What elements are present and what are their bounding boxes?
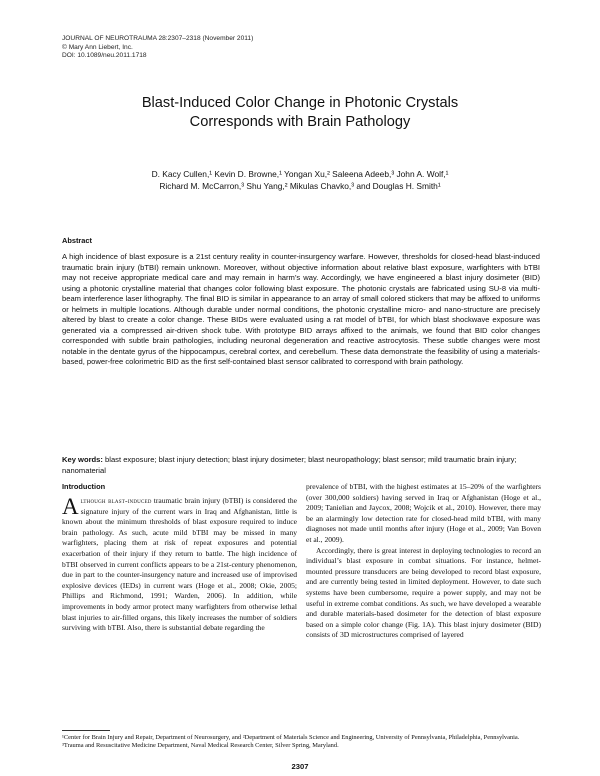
abstract-heading: Abstract [62,236,92,245]
right-paragraph-2: Accordingly, there is great interest in deploying technologies to record an individual’s blast exposure in combat situations. For instance, helmet-mounted pressure transducers are being developed to record blast exposure, and are currently being tested in limited deployment. However, to date such systems have been cumbersome, require a power supply, and may not be useful in extreme combat conditions. As such, we have developed a wearable and durable materials-based dosimeter for the detection of blast exposure based on a simple color change (Fig. 1A). This blast injury dosimeter (BID) consists of 3D microstructures comprised of layered [306,545,541,640]
introduction-heading: Introduction [62,482,106,491]
right-paragraph-1: prevalence of bTBI, with the highest estimates at 15–20% of the warfighters (over 300,000 soldiers) having served in Iraq or Afghanistan (Hoge et al., 2009; Tanielian and Jaycox, 2008; Wojcik et al., 2010). However, there may be an alarmingly low detection rate for closed-head mild bTBI, with many diagnoses not made until months after injury (Hoge et al., 2009; Van Boven et al., 2009). [306,482,541,544]
keywords [62,455,540,476]
intro-paragraph-1-text: traumatic brain injury (bTBI) is considered the signature injury of the current wars in Iraq and Afghanistan, little is known about the minimum thresholds of blast exposure required to induce brain pathology. As such, acute mild bTBI may be missed in many warfighters, placing them at risk of repeat exposures and potential exacerbation of their injury if they return to battle. The high incidence of bTBI observed in current conflicts appears to be a 21st-century phenomenon, due in part to the counter-insurgency nature and increased use of improvised explosive devices (IEDs) in current wars (Hoge et al., 2008; Okie, 2005; Phillips and Richmond, 1991; Warden, 2006). In addition, while improvements in body armor protect many warfighters from otherwise lethal blast injuries to air-filled organs, this likely increases the number of soldiers surviving with bTBI. Also, there is substantial debate regarding the [62,496,297,633]
footnotes [62,734,540,750]
left-column [62,496,297,634]
footnote-1: ¹Center for Brain Injury and Repair, Department of Neurosurgery, and ²Department of Materials Science and Engineering, University of Pennsylvania, Philadelphia, Pennsylvania. [62,734,520,741]
intro-lead: lthough blast-induced [80,496,152,505]
drop-cap: A [62,494,79,519]
page-number: 2307 [291,762,309,771]
journal-header [62,35,253,61]
intro-paragraph-1 [62,496,297,634]
keywords-label: Key words: [62,455,103,464]
journal-citation: JOURNAL OF NEUROTRAUMA 28:2307–2318 (November 2011) [62,35,254,42]
doi-line: DOI: 10.1089/neu.2011.1718 [62,52,147,60]
right-column [306,482,541,641]
author-list [60,168,540,192]
copyright-line: © Mary Ann Liebert, Inc. [62,43,133,51]
keywords-text: blast exposure; blast injury detection; blast injury dosimeter; blast neuropathology; blast sensor; mild traumatic brain injury; nanomaterial [62,455,517,475]
title-line-1: Blast-Induced Color Change in Photonic Crystals [141,95,459,111]
footnote-rule [62,730,110,731]
footnote-2: ³Trauma and Resuscitative Medicine Department, Naval Medical Research Center, Silver Spring, Maryland. [62,742,339,750]
abstract-text: A high incidence of blast exposure is a 21st century reality in counter-insurgency warfare. However, thresholds for closed-head blast-induced traumatic brain injury (bTBI) remain unknown. Moreover, without objective information about relative blast exposure, warfighters with bTBI may not receive appropriate medical care and may remain in harm’s way. Accordingly, we have engineered a blast injury dosimeter (BID) using a photonic crystalline material that changes color following blast exposure. The photonic crystals are fabricated using SU-8 via multi-beam interference laser lithography. The final BID is similar in appearance to an array of small colored stickers that may be affixed to uniforms or helmets in multiple locations. Although durable under normal conditions, the photonic crystalline micro- and nano-structure are precisely altered by blast to create a color change. These BIDs were evaluated using a rat model of bTBI, for which blast shockwave exposure was generated via a compressed air-driven shock tube. With prototype BID arrays affixed to the animals, we found that BID color changes corresponded with subtle brain pathologies, including neuronal degeneration and reactive astrocytosis. These subtle changes were most notable in the dentate gyrus of the hippocampus, cerebral cortex, and cerebellum. These data demonstrate the feasibility of using a materials-based, power-free colorimetric BID as the first self-contained blast sensor calibrated to correspond with brain pathology. [62,252,540,367]
paper-title [60,94,540,132]
authors-line-1: D. Kacy Cullen,¹ Kevin D. Browne,¹ Yongan Xu,² Saleena Adeeb,³ John A. Wolf,¹ [151,169,449,179]
title-line-2: Corresponds with Brain Pathology [189,114,411,130]
authors-line-2: Richard M. McCarron,³ Shu Yang,² Mikulas Chavko,³ and Douglas H. Smith¹ [159,181,441,191]
